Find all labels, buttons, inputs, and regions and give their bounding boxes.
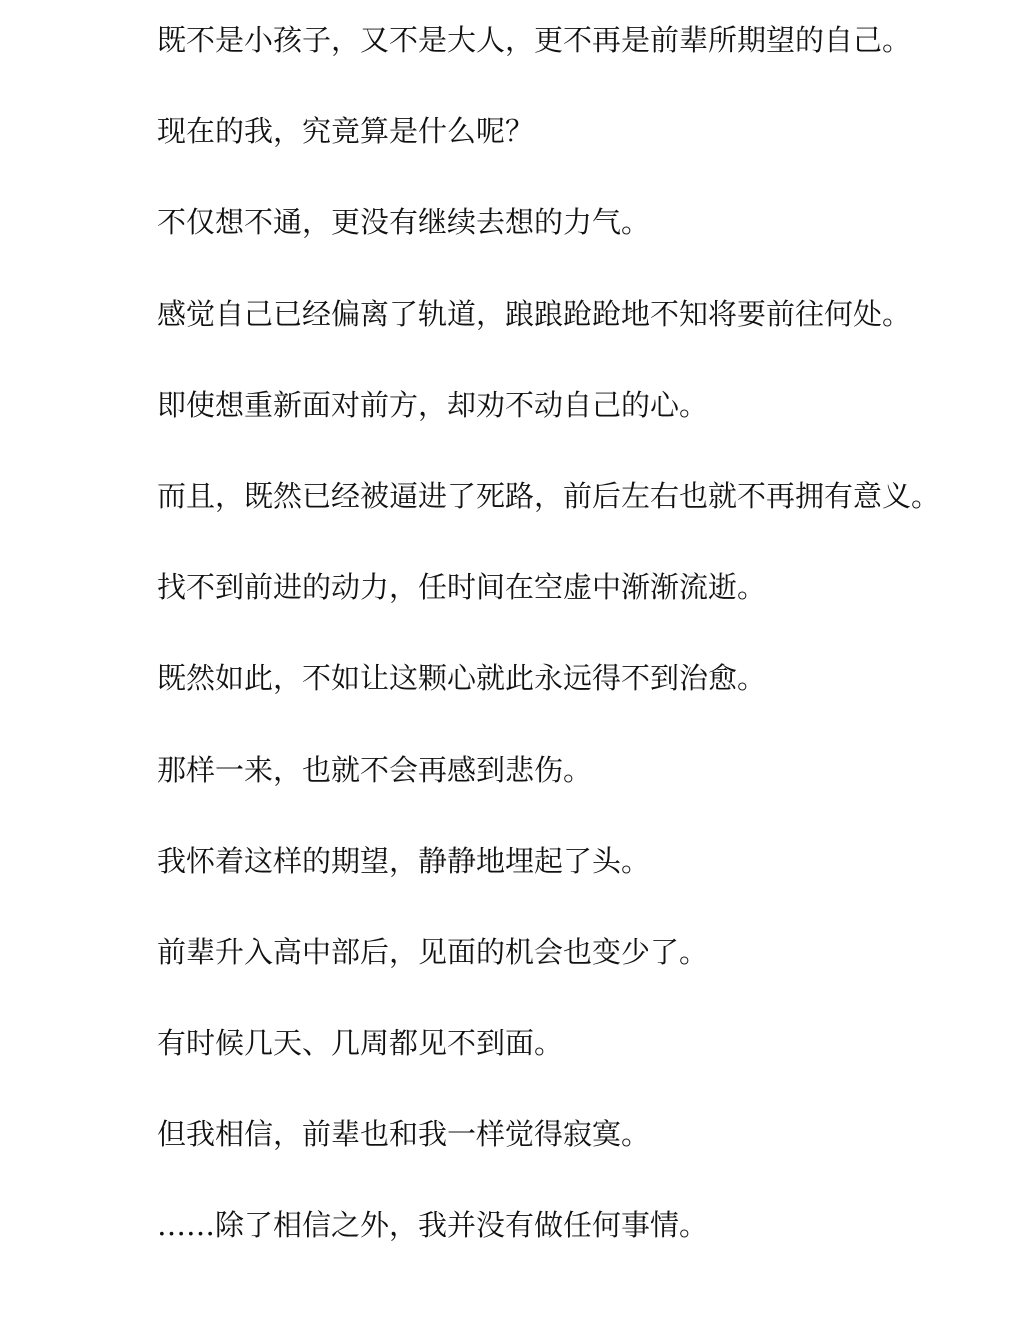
text-line: 但我相信，前辈也和我一样觉得寂寞。 — [157, 1117, 651, 1152]
text-line: 有时候几天、几周都见不到面。 — [157, 1026, 564, 1061]
text-body — [157, 16, 987, 1293]
text-line: 找不到前进的动力，任时间在空虚中渐渐流逝。 — [157, 570, 767, 605]
text-line: ……除了相信之外，我并没有做任何事情。 — [157, 1208, 709, 1243]
text-line: 即使想重新面对前方，却劝不动自己的心。 — [157, 387, 709, 422]
text-line: 前辈升入高中部后，见面的机会也变少了。 — [157, 934, 709, 969]
text-line: 现在的我，究竟算是什么呢？ — [157, 114, 535, 149]
text-line: 那样一来，也就不会再感到悲伤。 — [157, 752, 593, 787]
text-line: 既然如此，不如让这颗心就此永远得不到治愈。 — [157, 661, 767, 696]
text-line: 既不是小孩子，又不是大人，更不再是前辈所期望的自己。 — [157, 23, 912, 57]
text-line: 我怀着这样的期望，静静地埋起了头。 — [157, 843, 651, 878]
text-line: 不仅想不通，更没有继续去想的力气。 — [157, 205, 651, 240]
text-line: 感觉自己已经偏离了轨道，踉踉跄跄地不知将要前往何处。 — [157, 296, 912, 331]
text-line: 而且，既然已经被逼进了死路，前后左右也就不再拥有意义。 — [157, 478, 941, 513]
